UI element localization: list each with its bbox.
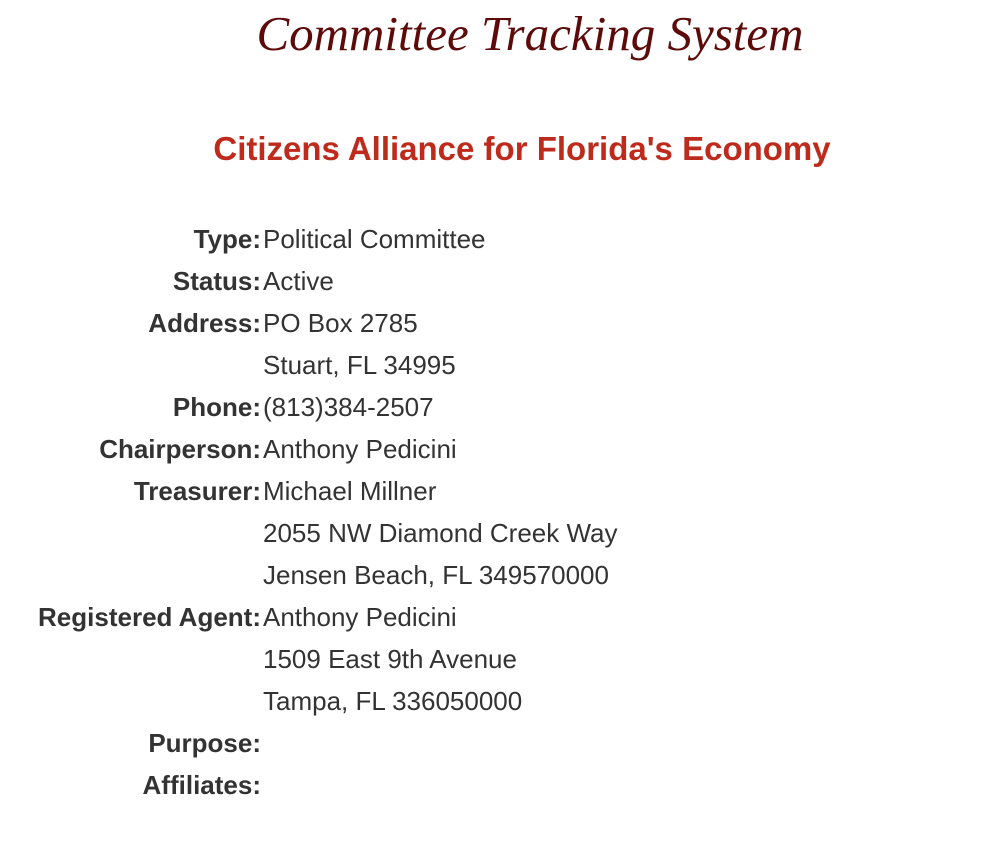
treasurer-row [0, 470, 618, 596]
registered-agent-address-line1: 1509 East 9th Avenue [263, 644, 517, 674]
registered-agent-label: Registered Agent: [38, 602, 261, 632]
type-value: Political Committee [263, 224, 486, 254]
purpose-value [261, 722, 618, 764]
committee-details-table [0, 218, 618, 806]
status-row [0, 260, 618, 302]
phone-label: Phone: [172, 392, 261, 422]
phone-row [0, 386, 618, 428]
registered-agent-row [0, 596, 618, 722]
address-row [0, 302, 618, 386]
treasurer-label: Treasurer: [133, 476, 261, 506]
address-line2: Stuart, FL 34995 [263, 350, 456, 380]
type-row [0, 218, 618, 260]
treasurer-address-line2: Jensen Beach, FL 349570000 [263, 560, 609, 590]
address-label: Address: [148, 308, 261, 338]
treasurer-address-line1: 2055 NW Diamond Creek Way [263, 518, 618, 548]
treasurer-value [261, 470, 618, 596]
address-line1: PO Box 2785 [263, 308, 418, 338]
committee-name: Citizens Alliance for Florida's Economy [213, 130, 831, 167]
phone-value: (813)384-2507 [263, 392, 434, 422]
registered-agent-value [261, 596, 618, 722]
affiliates-row [0, 764, 618, 806]
treasurer-name: Michael Millner [263, 476, 437, 506]
status-value: Active [263, 266, 334, 296]
registered-agent-name: Anthony Pedicini [263, 602, 457, 632]
chairperson-row [0, 428, 618, 470]
chairperson-value: Anthony Pedicini [263, 434, 457, 464]
status-label: Status: [172, 266, 261, 296]
address-value [261, 302, 618, 386]
chairperson-label: Chairperson: [99, 434, 261, 464]
site-title: Committee Tracking System [256, 6, 804, 61]
registered-agent-address-line2: Tampa, FL 336050000 [263, 686, 523, 716]
purpose-row [0, 722, 618, 764]
purpose-label: Purpose: [148, 728, 261, 758]
affiliates-label: Affiliates: [142, 770, 261, 800]
type-label: Type: [193, 224, 261, 254]
affiliates-value [261, 764, 618, 806]
